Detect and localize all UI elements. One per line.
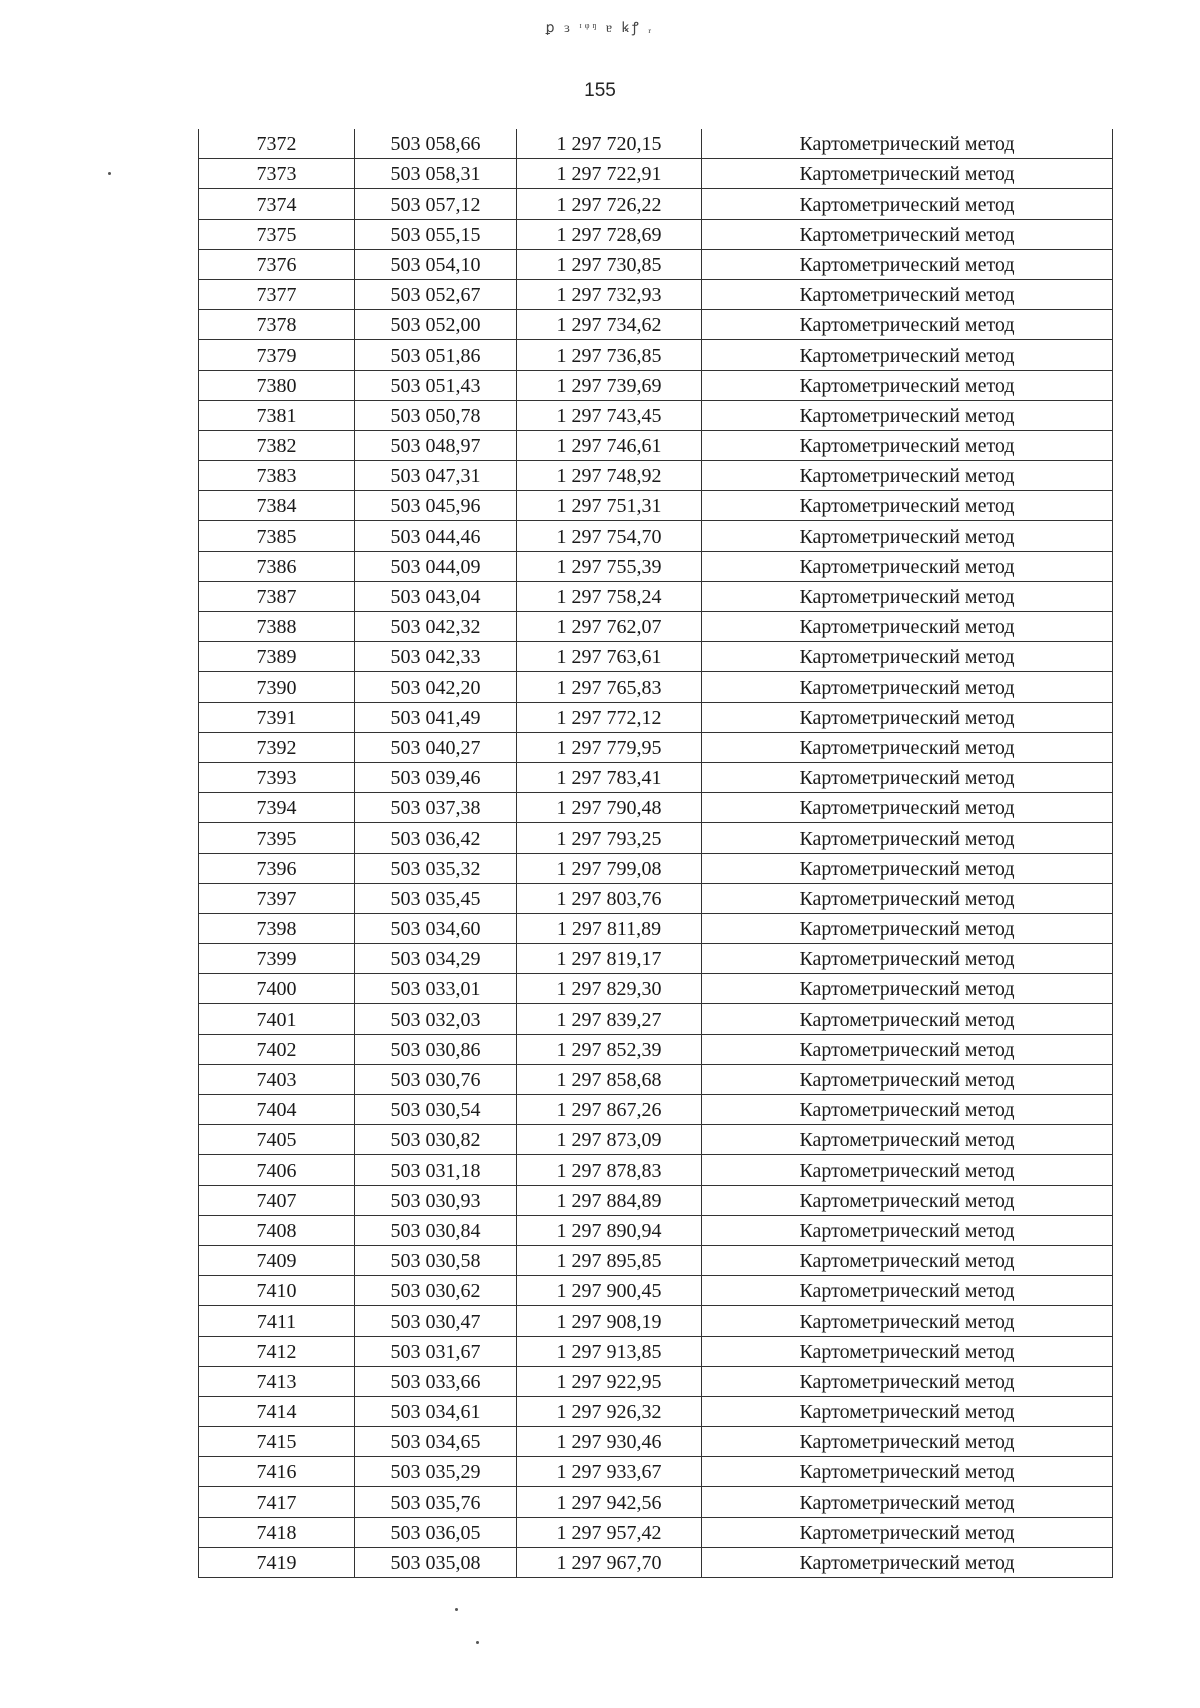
- x-coordinate-cell: 503 058,31: [355, 159, 517, 189]
- coordinates-table-container: [198, 129, 1112, 1578]
- point-number-cell: 7398: [199, 913, 355, 943]
- method-cell: Картометрический метод: [702, 762, 1113, 792]
- point-number-cell: 7419: [199, 1547, 355, 1577]
- x-coordinate-cell: 503 057,12: [355, 189, 517, 219]
- y-coordinate-cell: 1 297 755,39: [517, 551, 702, 581]
- method-cell: Картометрический метод: [702, 883, 1113, 913]
- point-number-cell: 7380: [199, 370, 355, 400]
- y-coordinate-cell: 1 297 890,94: [517, 1215, 702, 1245]
- y-coordinate-cell: 1 297 739,69: [517, 370, 702, 400]
- y-coordinate-cell: 1 297 811,89: [517, 913, 702, 943]
- table-row: [199, 1004, 1113, 1034]
- y-coordinate-cell: 1 297 967,70: [517, 1547, 702, 1577]
- x-coordinate-cell: 503 035,76: [355, 1487, 517, 1517]
- y-coordinate-cell: 1 297 772,12: [517, 702, 702, 732]
- method-cell: Картометрический метод: [702, 1366, 1113, 1396]
- point-number-cell: 7377: [199, 279, 355, 309]
- x-coordinate-cell: 503 035,45: [355, 883, 517, 913]
- x-coordinate-cell: 503 034,60: [355, 913, 517, 943]
- y-coordinate-cell: 1 297 754,70: [517, 521, 702, 551]
- y-coordinate-cell: 1 297 748,92: [517, 461, 702, 491]
- x-coordinate-cell: 503 052,00: [355, 310, 517, 340]
- page-number: 155: [584, 80, 616, 101]
- y-coordinate-cell: 1 297 895,85: [517, 1245, 702, 1275]
- method-cell: Картометрический метод: [702, 491, 1113, 521]
- x-coordinate-cell: 503 035,08: [355, 1547, 517, 1577]
- point-number-cell: 7402: [199, 1034, 355, 1064]
- table-row: [199, 1427, 1113, 1457]
- point-number-cell: 7394: [199, 793, 355, 823]
- method-cell: Картометрический метод: [702, 400, 1113, 430]
- table-row: [199, 1306, 1113, 1336]
- method-cell: Картометрический метод: [702, 551, 1113, 581]
- point-number-cell: 7411: [199, 1306, 355, 1336]
- point-number-cell: 7393: [199, 762, 355, 792]
- point-number-cell: 7391: [199, 702, 355, 732]
- y-coordinate-cell: 1 297 746,61: [517, 430, 702, 460]
- y-coordinate-cell: 1 297 900,45: [517, 1276, 702, 1306]
- y-coordinate-cell: 1 297 819,17: [517, 944, 702, 974]
- table-row: [199, 642, 1113, 672]
- method-cell: Картометрический метод: [702, 823, 1113, 853]
- point-number-cell: 7418: [199, 1517, 355, 1547]
- method-cell: Картометрический метод: [702, 853, 1113, 883]
- point-number-cell: 7405: [199, 1125, 355, 1155]
- point-number-cell: 7395: [199, 823, 355, 853]
- x-coordinate-cell: 503 032,03: [355, 1004, 517, 1034]
- x-coordinate-cell: 503 033,66: [355, 1366, 517, 1396]
- y-coordinate-cell: 1 297 793,25: [517, 823, 702, 853]
- table-row: [199, 400, 1113, 430]
- point-number-cell: 7409: [199, 1245, 355, 1275]
- method-cell: Картометрический метод: [702, 1547, 1113, 1577]
- x-coordinate-cell: 503 033,01: [355, 974, 517, 1004]
- method-cell: Картометрический метод: [702, 129, 1113, 159]
- y-coordinate-cell: 1 297 803,76: [517, 883, 702, 913]
- y-coordinate-cell: 1 297 852,39: [517, 1034, 702, 1064]
- table-row: [199, 461, 1113, 491]
- method-cell: Картометрический метод: [702, 1004, 1113, 1034]
- x-coordinate-cell: 503 041,49: [355, 702, 517, 732]
- method-cell: Картометрический метод: [702, 249, 1113, 279]
- x-coordinate-cell: 503 044,09: [355, 551, 517, 581]
- point-number-cell: 7413: [199, 1366, 355, 1396]
- y-coordinate-cell: 1 297 762,07: [517, 612, 702, 642]
- y-coordinate-cell: 1 297 783,41: [517, 762, 702, 792]
- point-number-cell: 7389: [199, 642, 355, 672]
- x-coordinate-cell: 503 051,86: [355, 340, 517, 370]
- y-coordinate-cell: 1 297 878,83: [517, 1155, 702, 1185]
- scan-speck: [455, 1608, 458, 1611]
- method-cell: Картометрический метод: [702, 612, 1113, 642]
- table-row: [199, 732, 1113, 762]
- y-coordinate-cell: 1 297 743,45: [517, 400, 702, 430]
- method-cell: Картометрический метод: [702, 672, 1113, 702]
- x-coordinate-cell: 503 045,96: [355, 491, 517, 521]
- table-row: [199, 189, 1113, 219]
- table-row: [199, 672, 1113, 702]
- method-cell: Картометрический метод: [702, 310, 1113, 340]
- method-cell: Картометрический метод: [702, 1095, 1113, 1125]
- x-coordinate-cell: 503 048,97: [355, 430, 517, 460]
- point-number-cell: 7417: [199, 1487, 355, 1517]
- point-number-cell: 7387: [199, 581, 355, 611]
- scan-header-marks: ꝑ ɜ ᶦᵠᵑ ɐ ꝃꝭ ᵣ: [545, 21, 655, 36]
- method-cell: Картометрический метод: [702, 1215, 1113, 1245]
- point-number-cell: 7399: [199, 944, 355, 974]
- table-row: [199, 1396, 1113, 1426]
- y-coordinate-cell: 1 297 858,68: [517, 1064, 702, 1094]
- y-coordinate-cell: 1 297 922,95: [517, 1366, 702, 1396]
- point-number-cell: 7382: [199, 430, 355, 460]
- table-row: [199, 883, 1113, 913]
- x-coordinate-cell: 503 030,47: [355, 1306, 517, 1336]
- method-cell: Картометрический метод: [702, 340, 1113, 370]
- x-coordinate-cell: 503 034,29: [355, 944, 517, 974]
- method-cell: Картометрический метод: [702, 581, 1113, 611]
- method-cell: Картометрический метод: [702, 1125, 1113, 1155]
- table-row: [199, 249, 1113, 279]
- y-coordinate-cell: 1 297 751,31: [517, 491, 702, 521]
- method-cell: Картометрический метод: [702, 732, 1113, 762]
- table-row: [199, 551, 1113, 581]
- x-coordinate-cell: 503 036,05: [355, 1517, 517, 1547]
- table-row: [199, 1245, 1113, 1275]
- table-row: [199, 1276, 1113, 1306]
- x-coordinate-cell: 503 031,18: [355, 1155, 517, 1185]
- x-coordinate-cell: 503 042,32: [355, 612, 517, 642]
- method-cell: Картометрический метод: [702, 1155, 1113, 1185]
- y-coordinate-cell: 1 297 799,08: [517, 853, 702, 883]
- point-number-cell: 7412: [199, 1336, 355, 1366]
- table-row: [199, 1155, 1113, 1185]
- table-row: [199, 491, 1113, 521]
- x-coordinate-cell: 503 037,38: [355, 793, 517, 823]
- table-row: [199, 974, 1113, 1004]
- point-number-cell: 7414: [199, 1396, 355, 1426]
- point-number-cell: 7416: [199, 1457, 355, 1487]
- coordinates-table: [198, 129, 1113, 1578]
- method-cell: Картометрический метод: [702, 913, 1113, 943]
- method-cell: Картометрический метод: [702, 1427, 1113, 1457]
- point-number-cell: 7403: [199, 1064, 355, 1094]
- y-coordinate-cell: 1 297 957,42: [517, 1517, 702, 1547]
- method-cell: Картометрический метод: [702, 219, 1113, 249]
- y-coordinate-cell: 1 297 839,27: [517, 1004, 702, 1034]
- table-row: [199, 129, 1113, 159]
- method-cell: Картометрический метод: [702, 1245, 1113, 1275]
- x-coordinate-cell: 503 054,10: [355, 249, 517, 279]
- point-number-cell: 7410: [199, 1276, 355, 1306]
- y-coordinate-cell: 1 297 884,89: [517, 1185, 702, 1215]
- method-cell: Картометрический метод: [702, 1487, 1113, 1517]
- x-coordinate-cell: 503 030,86: [355, 1034, 517, 1064]
- table-row: [199, 310, 1113, 340]
- y-coordinate-cell: 1 297 930,46: [517, 1427, 702, 1457]
- y-coordinate-cell: 1 297 758,24: [517, 581, 702, 611]
- x-coordinate-cell: 503 039,46: [355, 762, 517, 792]
- method-cell: Картометрический метод: [702, 944, 1113, 974]
- x-coordinate-cell: 503 055,15: [355, 219, 517, 249]
- point-number-cell: 7407: [199, 1185, 355, 1215]
- table-row: [199, 219, 1113, 249]
- x-coordinate-cell: 503 042,33: [355, 642, 517, 672]
- point-number-cell: 7390: [199, 672, 355, 702]
- method-cell: Картометрический метод: [702, 642, 1113, 672]
- table-row: [199, 1064, 1113, 1094]
- method-cell: Картометрический метод: [702, 1306, 1113, 1336]
- y-coordinate-cell: 1 297 933,67: [517, 1457, 702, 1487]
- method-cell: Картометрический метод: [702, 461, 1113, 491]
- table-row: [199, 1125, 1113, 1155]
- scan-speck: [108, 172, 111, 175]
- table-row: [199, 1457, 1113, 1487]
- x-coordinate-cell: 503 047,31: [355, 461, 517, 491]
- point-number-cell: 7415: [199, 1427, 355, 1457]
- method-cell: Картометрический метод: [702, 430, 1113, 460]
- y-coordinate-cell: 1 297 779,95: [517, 732, 702, 762]
- y-coordinate-cell: 1 297 913,85: [517, 1336, 702, 1366]
- table-row: [199, 430, 1113, 460]
- method-cell: Картометрический метод: [702, 370, 1113, 400]
- x-coordinate-cell: 503 042,20: [355, 672, 517, 702]
- table-row: [199, 1215, 1113, 1245]
- table-row: [199, 793, 1113, 823]
- table-row: [199, 1487, 1113, 1517]
- x-coordinate-cell: 503 030,58: [355, 1245, 517, 1275]
- method-cell: Картометрический метод: [702, 1064, 1113, 1094]
- point-number-cell: 7376: [199, 249, 355, 279]
- table-row: [199, 612, 1113, 642]
- y-coordinate-cell: 1 297 765,83: [517, 672, 702, 702]
- table-row: [199, 762, 1113, 792]
- point-number-cell: 7386: [199, 551, 355, 581]
- scan-speck: [476, 1641, 479, 1644]
- table-row: [199, 340, 1113, 370]
- x-coordinate-cell: 503 040,27: [355, 732, 517, 762]
- method-cell: Картометрический метод: [702, 1276, 1113, 1306]
- point-number-cell: 7401: [199, 1004, 355, 1034]
- point-number-cell: 7406: [199, 1155, 355, 1185]
- point-number-cell: 7404: [199, 1095, 355, 1125]
- x-coordinate-cell: 503 036,42: [355, 823, 517, 853]
- table-row: [199, 1366, 1113, 1396]
- table-row: [199, 370, 1113, 400]
- point-number-cell: 7381: [199, 400, 355, 430]
- point-number-cell: 7396: [199, 853, 355, 883]
- x-coordinate-cell: 503 035,29: [355, 1457, 517, 1487]
- x-coordinate-cell: 503 030,82: [355, 1125, 517, 1155]
- y-coordinate-cell: 1 297 763,61: [517, 642, 702, 672]
- x-coordinate-cell: 503 031,67: [355, 1336, 517, 1366]
- method-cell: Картометрический метод: [702, 189, 1113, 219]
- x-coordinate-cell: 503 058,66: [355, 129, 517, 159]
- table-row: [199, 702, 1113, 732]
- table-row: [199, 913, 1113, 943]
- x-coordinate-cell: 503 035,32: [355, 853, 517, 883]
- point-number-cell: 7388: [199, 612, 355, 642]
- y-coordinate-cell: 1 297 732,93: [517, 279, 702, 309]
- point-number-cell: 7383: [199, 461, 355, 491]
- y-coordinate-cell: 1 297 736,85: [517, 340, 702, 370]
- y-coordinate-cell: 1 297 790,48: [517, 793, 702, 823]
- method-cell: Картометрический метод: [702, 279, 1113, 309]
- table-row: [199, 521, 1113, 551]
- method-cell: Картометрический метод: [702, 702, 1113, 732]
- point-number-cell: 7384: [199, 491, 355, 521]
- point-number-cell: 7379: [199, 340, 355, 370]
- method-cell: Картометрический метод: [702, 1034, 1113, 1064]
- y-coordinate-cell: 1 297 829,30: [517, 974, 702, 1004]
- method-cell: Картометрический метод: [702, 159, 1113, 189]
- y-coordinate-cell: 1 297 734,62: [517, 310, 702, 340]
- x-coordinate-cell: 503 030,84: [355, 1215, 517, 1245]
- x-coordinate-cell: 503 052,67: [355, 279, 517, 309]
- y-coordinate-cell: 1 297 867,26: [517, 1095, 702, 1125]
- y-coordinate-cell: 1 297 873,09: [517, 1125, 702, 1155]
- point-number-cell: 7375: [199, 219, 355, 249]
- x-coordinate-cell: 503 044,46: [355, 521, 517, 551]
- table-row: [199, 1547, 1113, 1577]
- method-cell: Картометрический метод: [702, 1336, 1113, 1366]
- point-number-cell: 7397: [199, 883, 355, 913]
- method-cell: Картометрический метод: [702, 1396, 1113, 1426]
- point-number-cell: 7373: [199, 159, 355, 189]
- table-row: [199, 1034, 1113, 1064]
- y-coordinate-cell: 1 297 722,91: [517, 159, 702, 189]
- x-coordinate-cell: 503 034,65: [355, 1427, 517, 1457]
- table-row: [199, 1185, 1113, 1215]
- x-coordinate-cell: 503 030,93: [355, 1185, 517, 1215]
- method-cell: Картометрический метод: [702, 1517, 1113, 1547]
- method-cell: Картометрический метод: [702, 974, 1113, 1004]
- point-number-cell: 7372: [199, 129, 355, 159]
- table-row: [199, 823, 1113, 853]
- x-coordinate-cell: 503 030,62: [355, 1276, 517, 1306]
- point-number-cell: 7400: [199, 974, 355, 1004]
- point-number-cell: 7408: [199, 1215, 355, 1245]
- y-coordinate-cell: 1 297 942,56: [517, 1487, 702, 1517]
- table-row: [199, 279, 1113, 309]
- y-coordinate-cell: 1 297 926,32: [517, 1396, 702, 1426]
- table-row: [199, 944, 1113, 974]
- x-coordinate-cell: 503 034,61: [355, 1396, 517, 1426]
- method-cell: Картометрический метод: [702, 521, 1113, 551]
- table-row: [199, 581, 1113, 611]
- point-number-cell: 7374: [199, 189, 355, 219]
- y-coordinate-cell: 1 297 728,69: [517, 219, 702, 249]
- point-number-cell: 7385: [199, 521, 355, 551]
- table-row: [199, 159, 1113, 189]
- point-number-cell: 7378: [199, 310, 355, 340]
- x-coordinate-cell: 503 030,76: [355, 1064, 517, 1094]
- x-coordinate-cell: 503 051,43: [355, 370, 517, 400]
- y-coordinate-cell: 1 297 726,22: [517, 189, 702, 219]
- x-coordinate-cell: 503 043,04: [355, 581, 517, 611]
- x-coordinate-cell: 503 030,54: [355, 1095, 517, 1125]
- y-coordinate-cell: 1 297 730,85: [517, 249, 702, 279]
- point-number-cell: 7392: [199, 732, 355, 762]
- method-cell: Картометрический метод: [702, 793, 1113, 823]
- coordinates-table-body: [199, 129, 1113, 1578]
- table-row: [199, 853, 1113, 883]
- method-cell: Картометрический метод: [702, 1457, 1113, 1487]
- method-cell: Картометрический метод: [702, 1185, 1113, 1215]
- x-coordinate-cell: 503 050,78: [355, 400, 517, 430]
- y-coordinate-cell: 1 297 908,19: [517, 1306, 702, 1336]
- table-row: [199, 1095, 1113, 1125]
- table-row: [199, 1336, 1113, 1366]
- table-row: [199, 1517, 1113, 1547]
- y-coordinate-cell: 1 297 720,15: [517, 129, 702, 159]
